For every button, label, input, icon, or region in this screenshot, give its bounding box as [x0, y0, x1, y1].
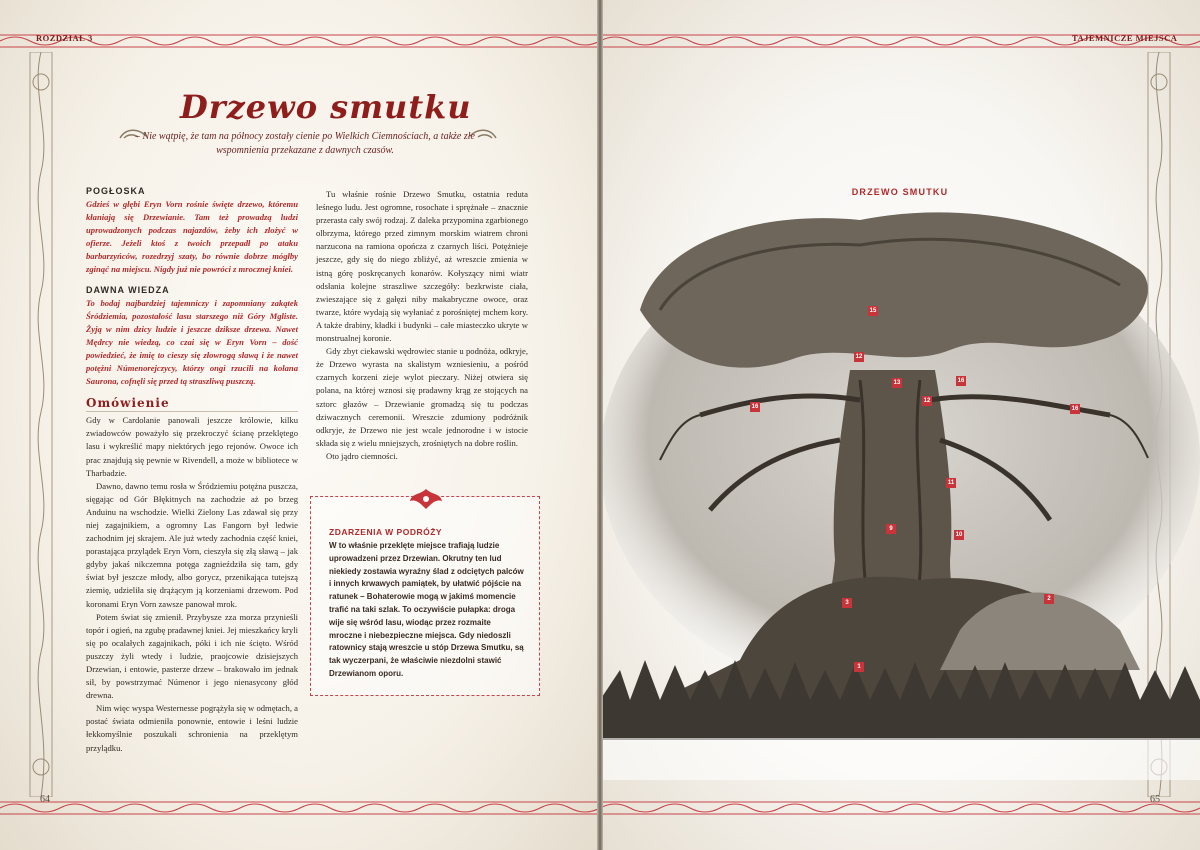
- map-marker: 2: [1044, 594, 1054, 604]
- column-1: [86, 186, 298, 755]
- map-marker: 11: [947, 480, 955, 486]
- map-marker: 15: [869, 308, 877, 314]
- book-gutter: [597, 0, 603, 850]
- overview-heading: Omówienie: [86, 396, 298, 412]
- rumor-text: Gdzieś w głębi Eryn Vorn rośnie święte drzewo, któremu kłaniają się Drzewianie. Tam też prowadzą ludzi uprowadzonych podczas najazdów, żeby ich złożyć w ofierze. Jeżeli ktoś z twoich przepadł po ataku barbarzyńców, rozedrzyj szaty, bo równie dobrze mógłby zginąć na miejscu. Nigdy już nie powróci z mrocznej kniei.: [86, 199, 298, 275]
- journey-events-panel: [310, 496, 540, 696]
- running-head: ROZDZIAŁ 3: [36, 33, 93, 43]
- map-marker: 3: [842, 598, 852, 608]
- map-marker: 16: [957, 378, 965, 384]
- panel-heading: ZDARZENIA W PODRÓŻY: [329, 527, 443, 537]
- map-marker: 12: [855, 354, 863, 360]
- paragraph: Nim więc wyspa Westernesse pogrążyła się w odmętach, a postać świata odmieniła ponownie, entowie i leśni ludzie łekkomyślnie poszukali schronienia na przeklętym przylądku.: [86, 703, 298, 753]
- side-ornament-pillar: [26, 52, 56, 797]
- map-marker: 12: [923, 398, 931, 404]
- paragraph: Potem świat się zmienił. Przybysze zza morza przynieśli topór i ogień, na zgubę pradawnej kniei. Jej mieszkańcy kryli się po ocalałych zagajnikach, póki i ich nie ścięto. Wśród puszczy żyli wtedy i ludzie, praojcowie dzisiejszych Drzewian, i entowie, pasterze drzew – brakowało im jednak sił, by powstrzymać Númenor i jego nienasycony głód drewna.: [86, 611, 298, 701]
- page-number: 64: [40, 794, 50, 805]
- lore-text: To bodaj najbardziej tajemniczy i zapomniany zakątek Śródziemia, pozostałość lasu starszego niż Góry Mgliste. Żyją w nim dzicy ludzie i jeszcze dziksze drzewa. Nawet Mędrcy nie wiedzą, co czai się w Eryn Vorn – dość powiedzieć, że imię to cieszy się złowrogą sławą i że nawet potężni Númenorejczycy, którzy ongi rzucili na kolana Saurona, cofnęli się przed tą straszliwą puszczą.: [86, 297, 298, 387]
- map-marker: 10: [955, 532, 963, 538]
- right-page: [600, 0, 1200, 850]
- page-title: Drzewo smutku: [180, 88, 472, 126]
- page-number: 65: [1150, 794, 1160, 805]
- map-marker: 9: [886, 524, 896, 534]
- bottom-ornament-border: [0, 797, 600, 819]
- epigraph: – Nie wątpię, że tam na północy zostały cienie po Wielkich Ciemnościach, a także złe wspomnienia przekazane z dawnych czasów.: [135, 131, 475, 156]
- paragraph: Gdy zbyt ciekawski wędrowiec stanie u podnóża, odkryje, że Drzewo wyrasta na skalistym wzniesieniu, a pośród czarnych korzeni zieje wylot pieczary. Niżej otwiera się polana, na której wznosi się pradawny krąg ze stojących na sztorc głazów – Drzewianie gromadzą się tu podczas dziwacznych ceremonii. Wreszcie zdumiony podróżnik odkryje, że Drzewo nie jest wcale jednorodne i w istocie składa się z wielu mniejszych, zrośniętych na dobre roślin.: [316, 346, 528, 448]
- paragraph: Dawno, dawno temu rosła w Śródziemiu potężna puszcza, sięgając od Gór Błękitnych na zachodzie aż po brzeg Anduinu na wschodzie. Wielki Zielony Las zdawał się przy niej zagajnikiem, a ogromny Las Fangorn był ledwie zachodnim jej skrajem. Ale już wtedy zachodnia część kniei, porastająca przylądek Eryn Vorn, cieszyła się złą sławą – jak gdyby jakaś nikczemna potęga zagnieździła się tam, gdy świat był jeszcze młody, albo gorycz, przenikająca tutejszą ziemię, udzieliła się drążącym ją korzeniami drzewom. Pod koronami Eryn Vorn zawsze panował mrok.: [86, 480, 298, 609]
- panel-text: W to właśnie przeklęte miejsce trafiają ludzie uprowadzeni przez Drzewian. Okrutny ten lud niekiedy zostawia wyraźny ślad z odciętych palców i innych krwawych pamiątek, by ułatwić pójście na ratunek – Bohaterowie mogą w jakimś momencie trafić na taki szlak. To oczywiście pułapka: droga wije się wśród lasu, wiodąc przez rozmaite mroczne i niebezpieczne miejsca. Gdy niedoszli ratownicy stają wreszcie u stóp Drzewa Smutku, są tak wyczerpani, że właściwie niezdolni stawić Drzewianom oporu.: [329, 541, 524, 678]
- panel-ornament-icon: [406, 487, 446, 513]
- figure-title: DRZEWO SMUTKU: [851, 187, 949, 197]
- map-marker: 16: [751, 404, 759, 410]
- map-marker: 1: [854, 662, 864, 672]
- rumor-heading: POGŁOSKA: [86, 186, 146, 196]
- map-marker: 16: [1071, 406, 1079, 412]
- tree-of-sorrow-illustration: [600, 200, 1200, 780]
- map-marker: 13: [893, 380, 901, 386]
- paragraph: Oto jądro ciemności.: [326, 450, 398, 461]
- lore-heading: DAWNA WIEDZA: [86, 284, 170, 295]
- column-2: [316, 188, 528, 463]
- paragraph: Tu właśnie rośnie Drzewo Smutku, ostatnia reduta leśnego ludu. Jest ogromne, rosochate i sprężnałe – znacznie przerasta cały swój rodzaj. Z daleka przypomina zgarbionego olbrzyma, którego przed zimnym morskim wiatrem chroni narzucona na ramiona opończa z czarnych liści. Potężnieje jeszcze, gdy się do niego zbliżyć, aż wreszcie zmienia w istną górę poskręcanych konarów. Kołyszący nimi wiatr odsłania kolejne straszliwe szczegóły: bezkrwiste ciała, zwieszające się z gałęzi niby makabryczne owoce, oraz twarze, które wydają się wyłaniać z porośniętej mchem kory. A także drabiny, kładki i budynki – całe miasteczko ukryte w monstrualnej koronie.: [316, 189, 528, 344]
- running-head: TAJEMNICZE MIEJSCA: [1072, 33, 1178, 43]
- paragraph: Gdy w Cardolanie panowali jeszcze królowie, kilku zwiadowców poważyło się przekroczyć ścianę przeklętego lasu i wykreślić mapy niektórych jego rejonów. Owoce ich prac znajdują się pewnie w Rivendell, a może w bibliotece w Tharbadzie.: [86, 415, 298, 478]
- bottom-ornament-border: [600, 797, 1200, 819]
